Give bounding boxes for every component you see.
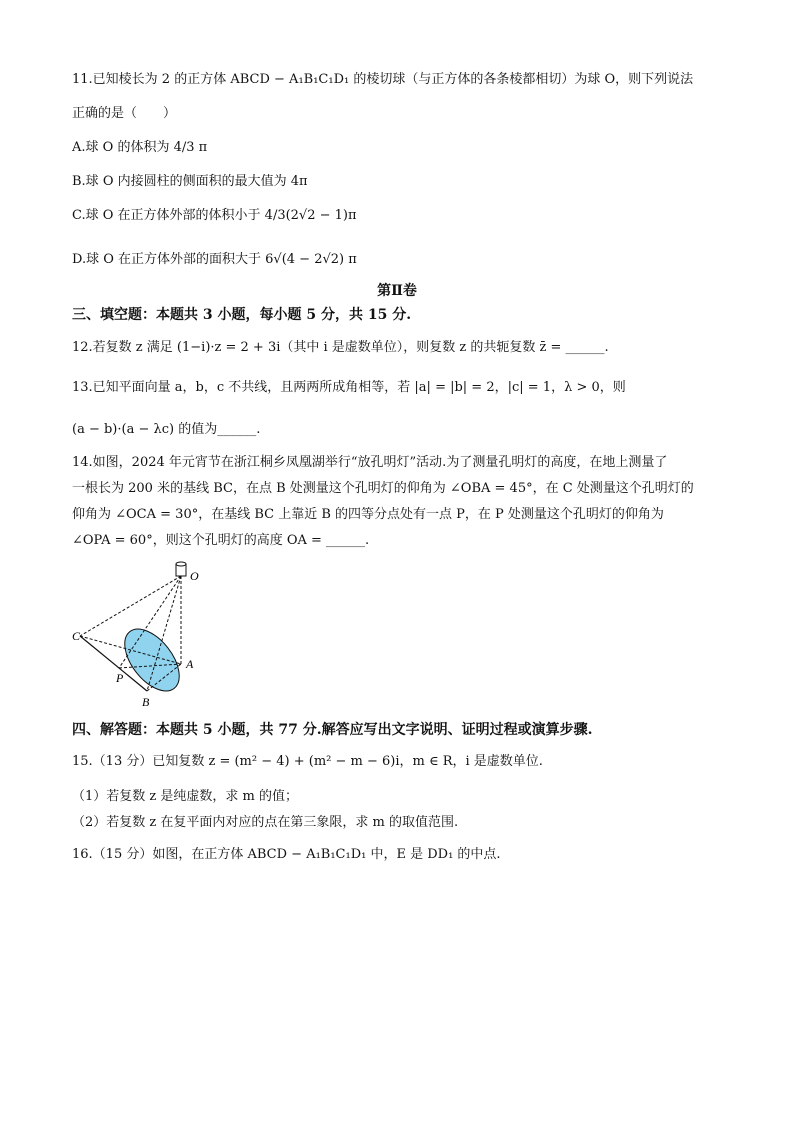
label-o: O — [190, 569, 199, 583]
label-p: P — [116, 671, 124, 685]
lantern-diagram — [72, 560, 222, 710]
q14-line4: ∠OPA = 60°，则这个孔明灯的高度 OA = ______. — [72, 533, 370, 548]
q13-line2: (a − b)·(a − λc) 的值为______. — [72, 422, 261, 437]
label-c: C — [72, 629, 81, 643]
q14-line1: 14.如图，2024 年元宵节在浙江桐乡凤凰湖举行“放孔明灯”活动.为了测量孔明灯的高度，在地上测量了 — [72, 455, 668, 470]
q11-option-a: A.球 O 的体积为 4/3 π — [72, 140, 208, 155]
section-4-heading: 四、解答题：本题共 5 小题，共 77 分.解答应写出文字说明、证明过程或演算步骤. — [72, 722, 593, 738]
label-a: A — [186, 657, 194, 671]
q11-option-c: C.球 O 在正方体外部的体积小于 4/3(2√2 − 1)π — [72, 208, 357, 223]
label-b: B — [142, 695, 150, 709]
q14-line3: 仰角为 ∠OCA = 30°，在基线 BC 上靠近 B 的四等分点处有一点 P，在 P 处测量这个孔明灯的仰角为 — [72, 507, 664, 522]
q14-line2: 一根长为 200 米的基线 BC，在点 B 处测量这个孔明灯的仰角为 ∠OBA = 45°，在 C 处测量这个孔明灯的 — [72, 481, 694, 496]
q12-text: 12.若复数 z 满足 (1−i)·z = 2 + 3i（其中 i 是虚数单位），则复数 z 的共轭复数 z̄ = ______. — [72, 340, 609, 355]
q11-line1: 11.已知棱长为 2 的正方体 ABCD − A₁B₁C₁D₁ 的棱切球（与正方体的各条棱都相切）为球 O，则下列说法 — [72, 72, 694, 87]
q11-option-d: D.球 O 在正方体外部的面积大于 6√(4 − 2√2) π — [72, 252, 357, 267]
section-2-title: 第Ⅱ卷 — [377, 283, 417, 299]
q11-line2: 正确的是（ ） — [72, 106, 177, 121]
ground-ellipse — [114, 619, 190, 700]
section-3-heading: 三、填空题：本题共 3 小题，每小题 5 分，共 15 分. — [72, 307, 412, 323]
q11-option-b: B.球 O 内接圆柱的侧面积的最大值为 4π — [72, 174, 308, 189]
q16-text: 16.（15 分）如图，在正方体 ABCD − A₁B₁C₁D₁ 中，E 是 DD₁ 的中点. — [72, 847, 501, 862]
q15-part1: （1）若复数 z 是纯虚数，求 m 的值； — [72, 789, 298, 804]
q13-line1: 13.已知平面向量 a，b，c 不共线，且两两所成角相等，若 |a| = |b| = 2，|c| = 1，λ > 0，则 — [72, 380, 626, 395]
q15-line1: 15.（13 分）已知复数 z = (m² − 4) + (m² − m − 6)i，m ∈ R，i 是虚数单位. — [72, 754, 543, 769]
q15-part2: （2）若复数 z 在复平面内对应的点在第三象限，求 m 的取值范围. — [72, 815, 459, 830]
